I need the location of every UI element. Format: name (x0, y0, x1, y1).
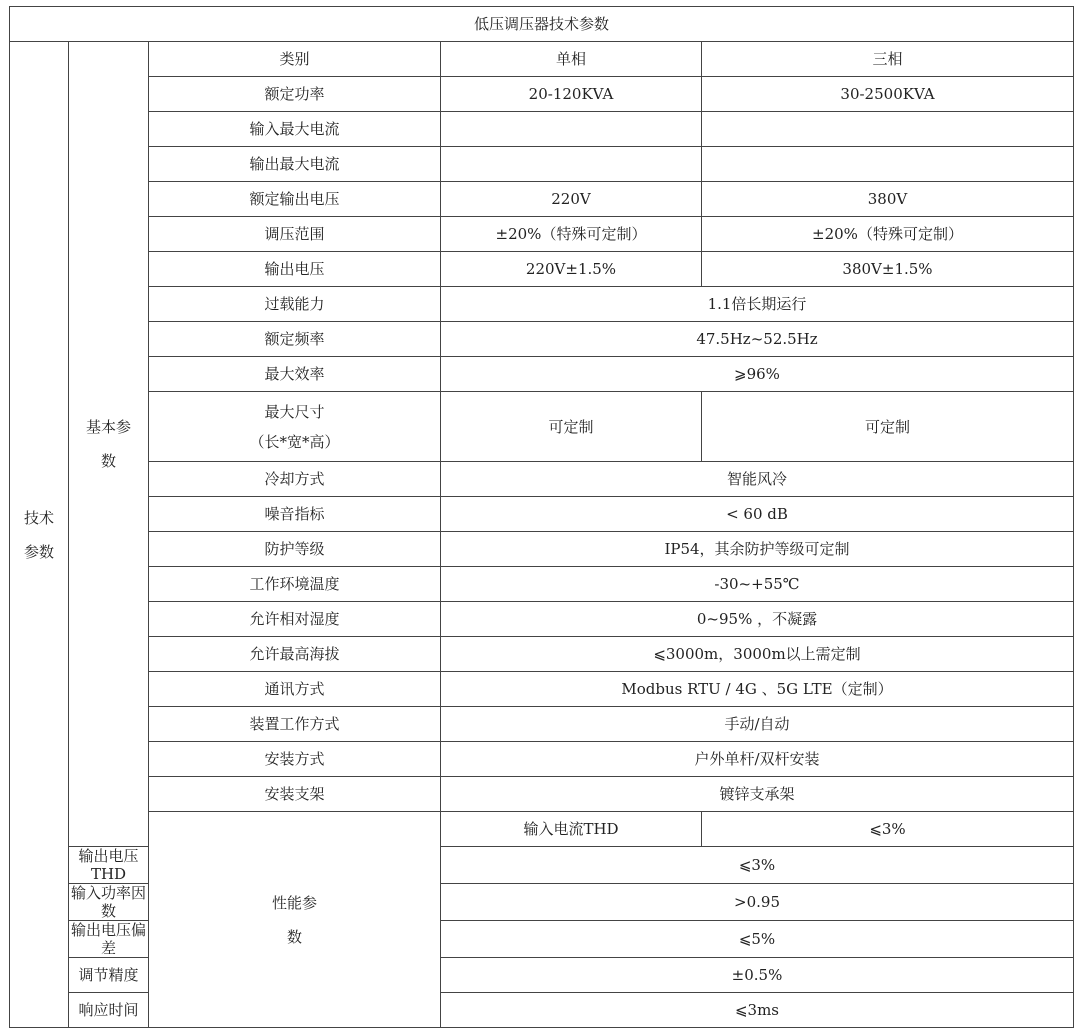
header-three: 三相 (702, 42, 1074, 77)
row-label: 安装支架 (149, 777, 441, 812)
row-label: 输出电压偏差 (69, 921, 149, 958)
row-label: 输入功率因数 (69, 884, 149, 921)
row-label: 工作环境温度 (149, 567, 441, 602)
three-value: ±20%（特殊可定制） (702, 217, 1074, 252)
row-label: 输入电流THD (441, 812, 702, 847)
row-label: 输出电压 (149, 252, 441, 287)
table-row (10, 77, 1074, 112)
row-label: 调节精度 (69, 958, 149, 993)
merged-value: ⩽3000m，3000m以上需定制 (441, 637, 1074, 672)
merged-value: 镀锌支承架 (441, 777, 1074, 812)
row-label: 允许最高海拔 (149, 637, 441, 672)
merged-value: Modbus RTU / 4G 、5G LTE（定制） (441, 672, 1074, 707)
merged-value: ±0.5% (441, 958, 1074, 993)
single-value: 可定制 (441, 392, 702, 462)
merged-value: 户外单杆/双杆安装 (441, 742, 1074, 777)
row-label: 额定频率 (149, 322, 441, 357)
single-value: 220V (441, 182, 702, 217)
row-label: 输出最大电流 (149, 147, 441, 182)
table-title: 低压调压器技术参数 (10, 7, 1074, 42)
table-row (10, 182, 1074, 217)
basic-group-label: 基本参 数 (69, 42, 149, 847)
table-row (10, 497, 1074, 532)
merged-value: 0~95% ，不凝露 (441, 602, 1074, 637)
table-row (10, 672, 1074, 707)
single-value: ±20%（特殊可定制） (441, 217, 702, 252)
table-row (10, 532, 1074, 567)
single-value (441, 147, 702, 182)
table-row (10, 287, 1074, 322)
table-row (10, 742, 1074, 777)
row-label: 防护等级 (149, 532, 441, 567)
single-value (441, 112, 702, 147)
table-row (10, 707, 1074, 742)
table-row (10, 217, 1074, 252)
row-label: 通讯方式 (149, 672, 441, 707)
perf-group-label: 性能参 数 (149, 812, 441, 1028)
header-category: 类别 (149, 42, 441, 77)
merged-value: 47.5Hz~52.5Hz (441, 322, 1074, 357)
merged-value: 手动/自动 (441, 707, 1074, 742)
row-label: 输出电压THD (69, 847, 149, 884)
outer-group-label: 技术 参数 (10, 42, 69, 1028)
merged-value: ⩽3% (702, 812, 1074, 847)
row-label: 额定功率 (149, 77, 441, 112)
merged-value: ⩾96% (441, 357, 1074, 392)
row-label: 响应时间 (69, 993, 149, 1028)
merged-value: -30~+55℃ (441, 567, 1074, 602)
row-label: 冷却方式 (149, 462, 441, 497)
row-label: 装置工作方式 (149, 707, 441, 742)
row-label: 额定输出电压 (149, 182, 441, 217)
row-label: 调压范围 (149, 217, 441, 252)
three-value (702, 112, 1074, 147)
table-row (10, 602, 1074, 637)
three-value (702, 147, 1074, 182)
row-label: 过载能力 (149, 287, 441, 322)
table-row (10, 567, 1074, 602)
table-row (10, 147, 1074, 182)
table-row (10, 462, 1074, 497)
row-label: 允许相对湿度 (149, 602, 441, 637)
table-row (10, 252, 1074, 287)
table-row (10, 392, 1074, 462)
table-row (10, 357, 1074, 392)
row-label: 最大效率 (149, 357, 441, 392)
three-value: 30-2500KVA (702, 77, 1074, 112)
table-row (10, 637, 1074, 672)
title-row (10, 7, 1074, 42)
spec-table (9, 6, 1074, 1028)
header-row (10, 42, 1074, 77)
row-label: 噪音指标 (149, 497, 441, 532)
three-value: 380V±1.5% (702, 252, 1074, 287)
merged-value: IP54，其余防护等级可定制 (441, 532, 1074, 567)
merged-value: >0.95 (441, 884, 1074, 921)
header-single: 单相 (441, 42, 702, 77)
merged-value: 1.1倍长期运行 (441, 287, 1074, 322)
merged-value: ⩽5% (441, 921, 1074, 958)
merged-value: 智能风冷 (441, 462, 1074, 497)
row-label: 最大尺寸 （长*宽*高） (149, 392, 441, 462)
row-label: 安装方式 (149, 742, 441, 777)
table-row (10, 112, 1074, 147)
table-row (10, 322, 1074, 357)
merged-value: ⩽3ms (441, 993, 1074, 1028)
three-value: 380V (702, 182, 1074, 217)
table-row (10, 777, 1074, 812)
merged-value: < 60 dB (441, 497, 1074, 532)
single-value: 220V±1.5% (441, 252, 702, 287)
merged-value: ⩽3% (441, 847, 1074, 884)
table-row (10, 812, 1074, 847)
single-value: 20-120KVA (441, 77, 702, 112)
three-value: 可定制 (702, 392, 1074, 462)
row-label: 输入最大电流 (149, 112, 441, 147)
